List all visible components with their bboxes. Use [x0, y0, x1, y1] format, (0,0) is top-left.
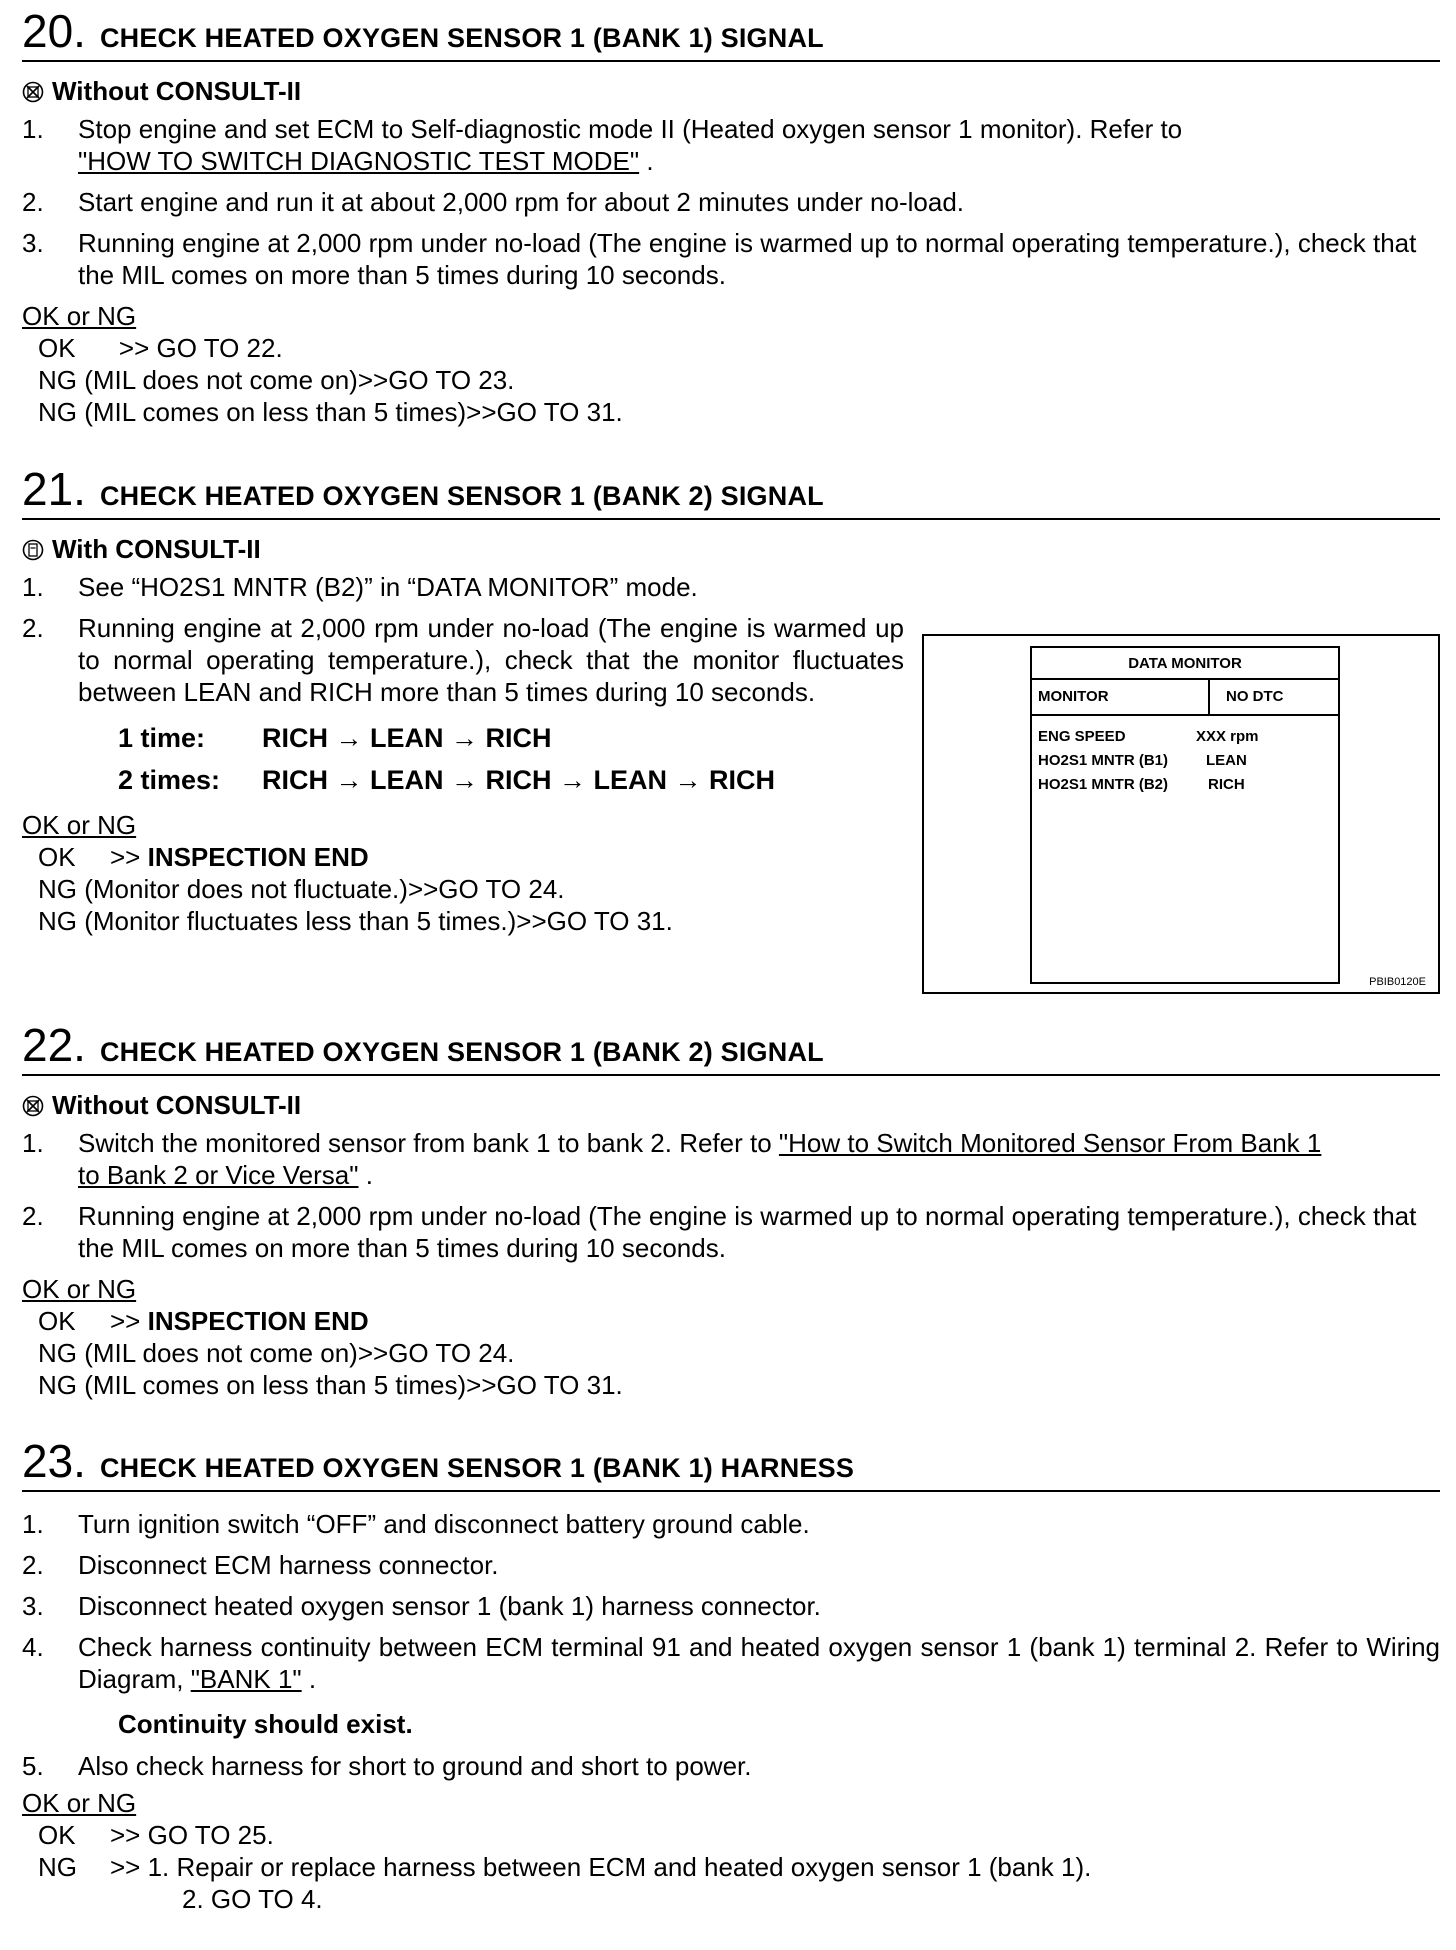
monitor-col-1: MONITOR	[1038, 688, 1109, 705]
monitor-row-key: HO2S1 MNTR (B1)	[1038, 752, 1169, 769]
monitor-row-key: ENG SPEED	[1038, 728, 1126, 745]
step-22	[22, 1019, 1440, 1401]
result-ng-cont: 2. GO TO 4.	[182, 1884, 323, 1914]
step-20-header: 20 . CHECK HEATED OXYGEN SENSOR 1 (BANK 1) SIGNAL	[22, 8, 1440, 62]
result-ok: OK >> INSPECTION END	[38, 1306, 369, 1336]
step-21-header: 21 . CHECK HEATED OXYGEN SENSOR 1 (BANK 2) SIGNAL	[22, 466, 1440, 520]
figure-code: PBIB0120E	[1369, 976, 1426, 988]
list-item: 1. Stop engine and set ECM to Self-diagnostic mode II (Heated oxygen sensor 1 monitor). Refer to "HOW TO SWITCH DIAGNOSTIC TEST MODE" .	[22, 114, 1183, 176]
step-22-header: 22 . CHECK HEATED OXYGEN SENSOR 1 (BANK 2) SIGNAL	[22, 1022, 1440, 1076]
monitor-title: DATA MONITOR	[1128, 654, 1242, 672]
list-item: 2. Running engine at 2,000 rpm under no-load (The engine is warmed up to normal operating temperature.), check that the monitor fluctuates between LEAN and RICH more than 5 times during 10 seconds.	[22, 613, 904, 707]
step-20	[22, 5, 1440, 428]
list-item: 3. Disconnect heated oxygen sensor 1 (bank 1) harness connector.	[22, 1591, 821, 1621]
mode-label	[22, 534, 1440, 565]
step-21	[22, 463, 1440, 988]
sequence-2: 2 times: RICH → LEAN → RICH → LEAN → RICH	[118, 765, 775, 795]
list-item: 2. Start engine and run it at about 2,000 rpm for about 2 minutes under no-load.	[22, 187, 965, 217]
consult-icon	[22, 539, 44, 561]
procedure-list	[22, 113, 1440, 291]
step-number: 20	[22, 5, 74, 57]
no-consult-icon	[22, 81, 44, 103]
procedure-list	[22, 1127, 1440, 1264]
mode-label	[22, 76, 1440, 107]
monitor-row-value: LEAN	[1206, 752, 1247, 769]
result-ng: NG (MIL comes on less than 5 times)>>GO TO 31.	[38, 397, 623, 427]
ok-ng-heading: OK or NG	[22, 1274, 137, 1304]
ok-ng-heading: OK or NG	[22, 301, 137, 331]
step-23	[22, 1435, 1440, 1915]
diag-mode-link[interactable]: "HOW TO SWITCH DIAGNOSTIC TEST MODE"	[78, 146, 640, 176]
procedure-list	[22, 1508, 1440, 1695]
step-23-header: 23 . CHECK HEATED OXYGEN SENSOR 1 (BANK 1) HARNESS	[22, 1438, 1440, 1492]
monitor-row-value: XXX rpm	[1196, 728, 1259, 745]
result-ng: NG (Monitor fluctuates less than 5 times.)>>GO TO 31.	[38, 906, 673, 936]
continuity-note: Continuity should exist.	[118, 1709, 413, 1739]
monitor-col-2: NO DTC	[1226, 688, 1284, 705]
ok-ng-heading: OK or NG	[22, 810, 137, 840]
bank1-wiring-link[interactable]: "BANK 1"	[190, 1664, 302, 1694]
list-item: 2. Running engine at 2,000 rpm under no-load (The engine is warmed up to normal operating temperature.), check that the MIL comes on more than 5 times during 10 seconds.	[22, 1201, 1417, 1263]
list-item: 4. Check harness continuity between ECM terminal 91 and heated oxygen sensor 1 (bank 1) terminal 2. Refer to Wiring Diagram, "BANK 1" .	[22, 1632, 1440, 1694]
step-title: CHECK HEATED OXYGEN SENSOR 1 (BANK 1) HARNESS	[99, 1453, 855, 1483]
monitor-row-value: RICH	[1208, 776, 1245, 793]
result-ng: NG (MIL does not come on)>>GO TO 24.	[38, 1338, 515, 1368]
switch-sensor-link[interactable]: "How to Switch Monitored Sensor From Bank 1 to Bank 2 or Vice Versa"	[78, 1128, 1322, 1190]
result-ng: NG >> 1. Repair or replace harness between ECM and heated oxygen sensor 1 (bank 1).	[38, 1852, 1092, 1882]
step-number: 23	[22, 1435, 74, 1487]
mode-text: Without CONSULT-II	[52, 1090, 302, 1120]
monitor-row-key: HO2S1 MNTR (B2)	[1038, 776, 1169, 793]
result-list	[22, 1305, 1440, 1401]
no-consult-icon	[22, 1095, 44, 1117]
step-title: CHECK HEATED OXYGEN SENSOR 1 (BANK 2) SIGNAL	[99, 1037, 824, 1067]
sequence-1: 1 time: RICH → LEAN → RICH	[118, 723, 552, 753]
result-ng: NG (MIL comes on less than 5 times)>>GO TO 31.	[38, 1370, 623, 1400]
result-ng: NG (MIL does not come on)>>GO TO 23.	[38, 365, 515, 395]
result-ok: OK >> INSPECTION END	[38, 842, 369, 872]
result-list	[22, 332, 1440, 428]
list-item: 5. Also check harness for short to ground and short to power.	[22, 1751, 752, 1781]
page	[22, 0, 1440, 1950]
list-item: 3. Running engine at 2,000 rpm under no-load (The engine is warmed up to normal operating temperature.), check that the MIL comes on more than 5 times during 10 seconds.	[22, 228, 1417, 290]
result-list	[22, 1819, 1440, 1915]
step-title: CHECK HEATED OXYGEN SENSOR 1 (BANK 2) SIGNAL	[99, 481, 824, 511]
list-item: 1. Turn ignition switch “OFF” and disconnect battery ground cable.	[22, 1509, 810, 1539]
list-item: 1. Switch the monitored sensor from bank 1 to bank 2. Refer to "How to Switch Monitored Sensor From Bank 1 to Bank 2 or Vice Versa" .	[22, 1128, 1322, 1190]
step-number: 22	[22, 1019, 74, 1071]
result-ng: NG (Monitor does not fluctuate.)>>GO TO 24.	[38, 874, 565, 904]
mode-text: With CONSULT-II	[52, 534, 261, 564]
list-item: 1. See “HO2S1 MNTR (B2)” in “DATA MONITOR” mode.	[22, 572, 698, 602]
monitor-screen	[1030, 646, 1340, 984]
data-monitor-figure	[922, 634, 1440, 994]
result-ok: OK >> GO TO 22.	[38, 333, 283, 363]
result-ok: OK >> GO TO 25.	[38, 1820, 274, 1850]
mode-label	[22, 1090, 1440, 1121]
step-number: 21	[22, 463, 74, 515]
mode-text: Without CONSULT-II	[52, 76, 302, 106]
ok-ng-heading: OK or NG	[22, 1788, 137, 1818]
list-item: 2. Disconnect ECM harness connector.	[22, 1550, 499, 1580]
step-title: CHECK HEATED OXYGEN SENSOR 1 (BANK 1) SIGNAL	[99, 23, 824, 53]
